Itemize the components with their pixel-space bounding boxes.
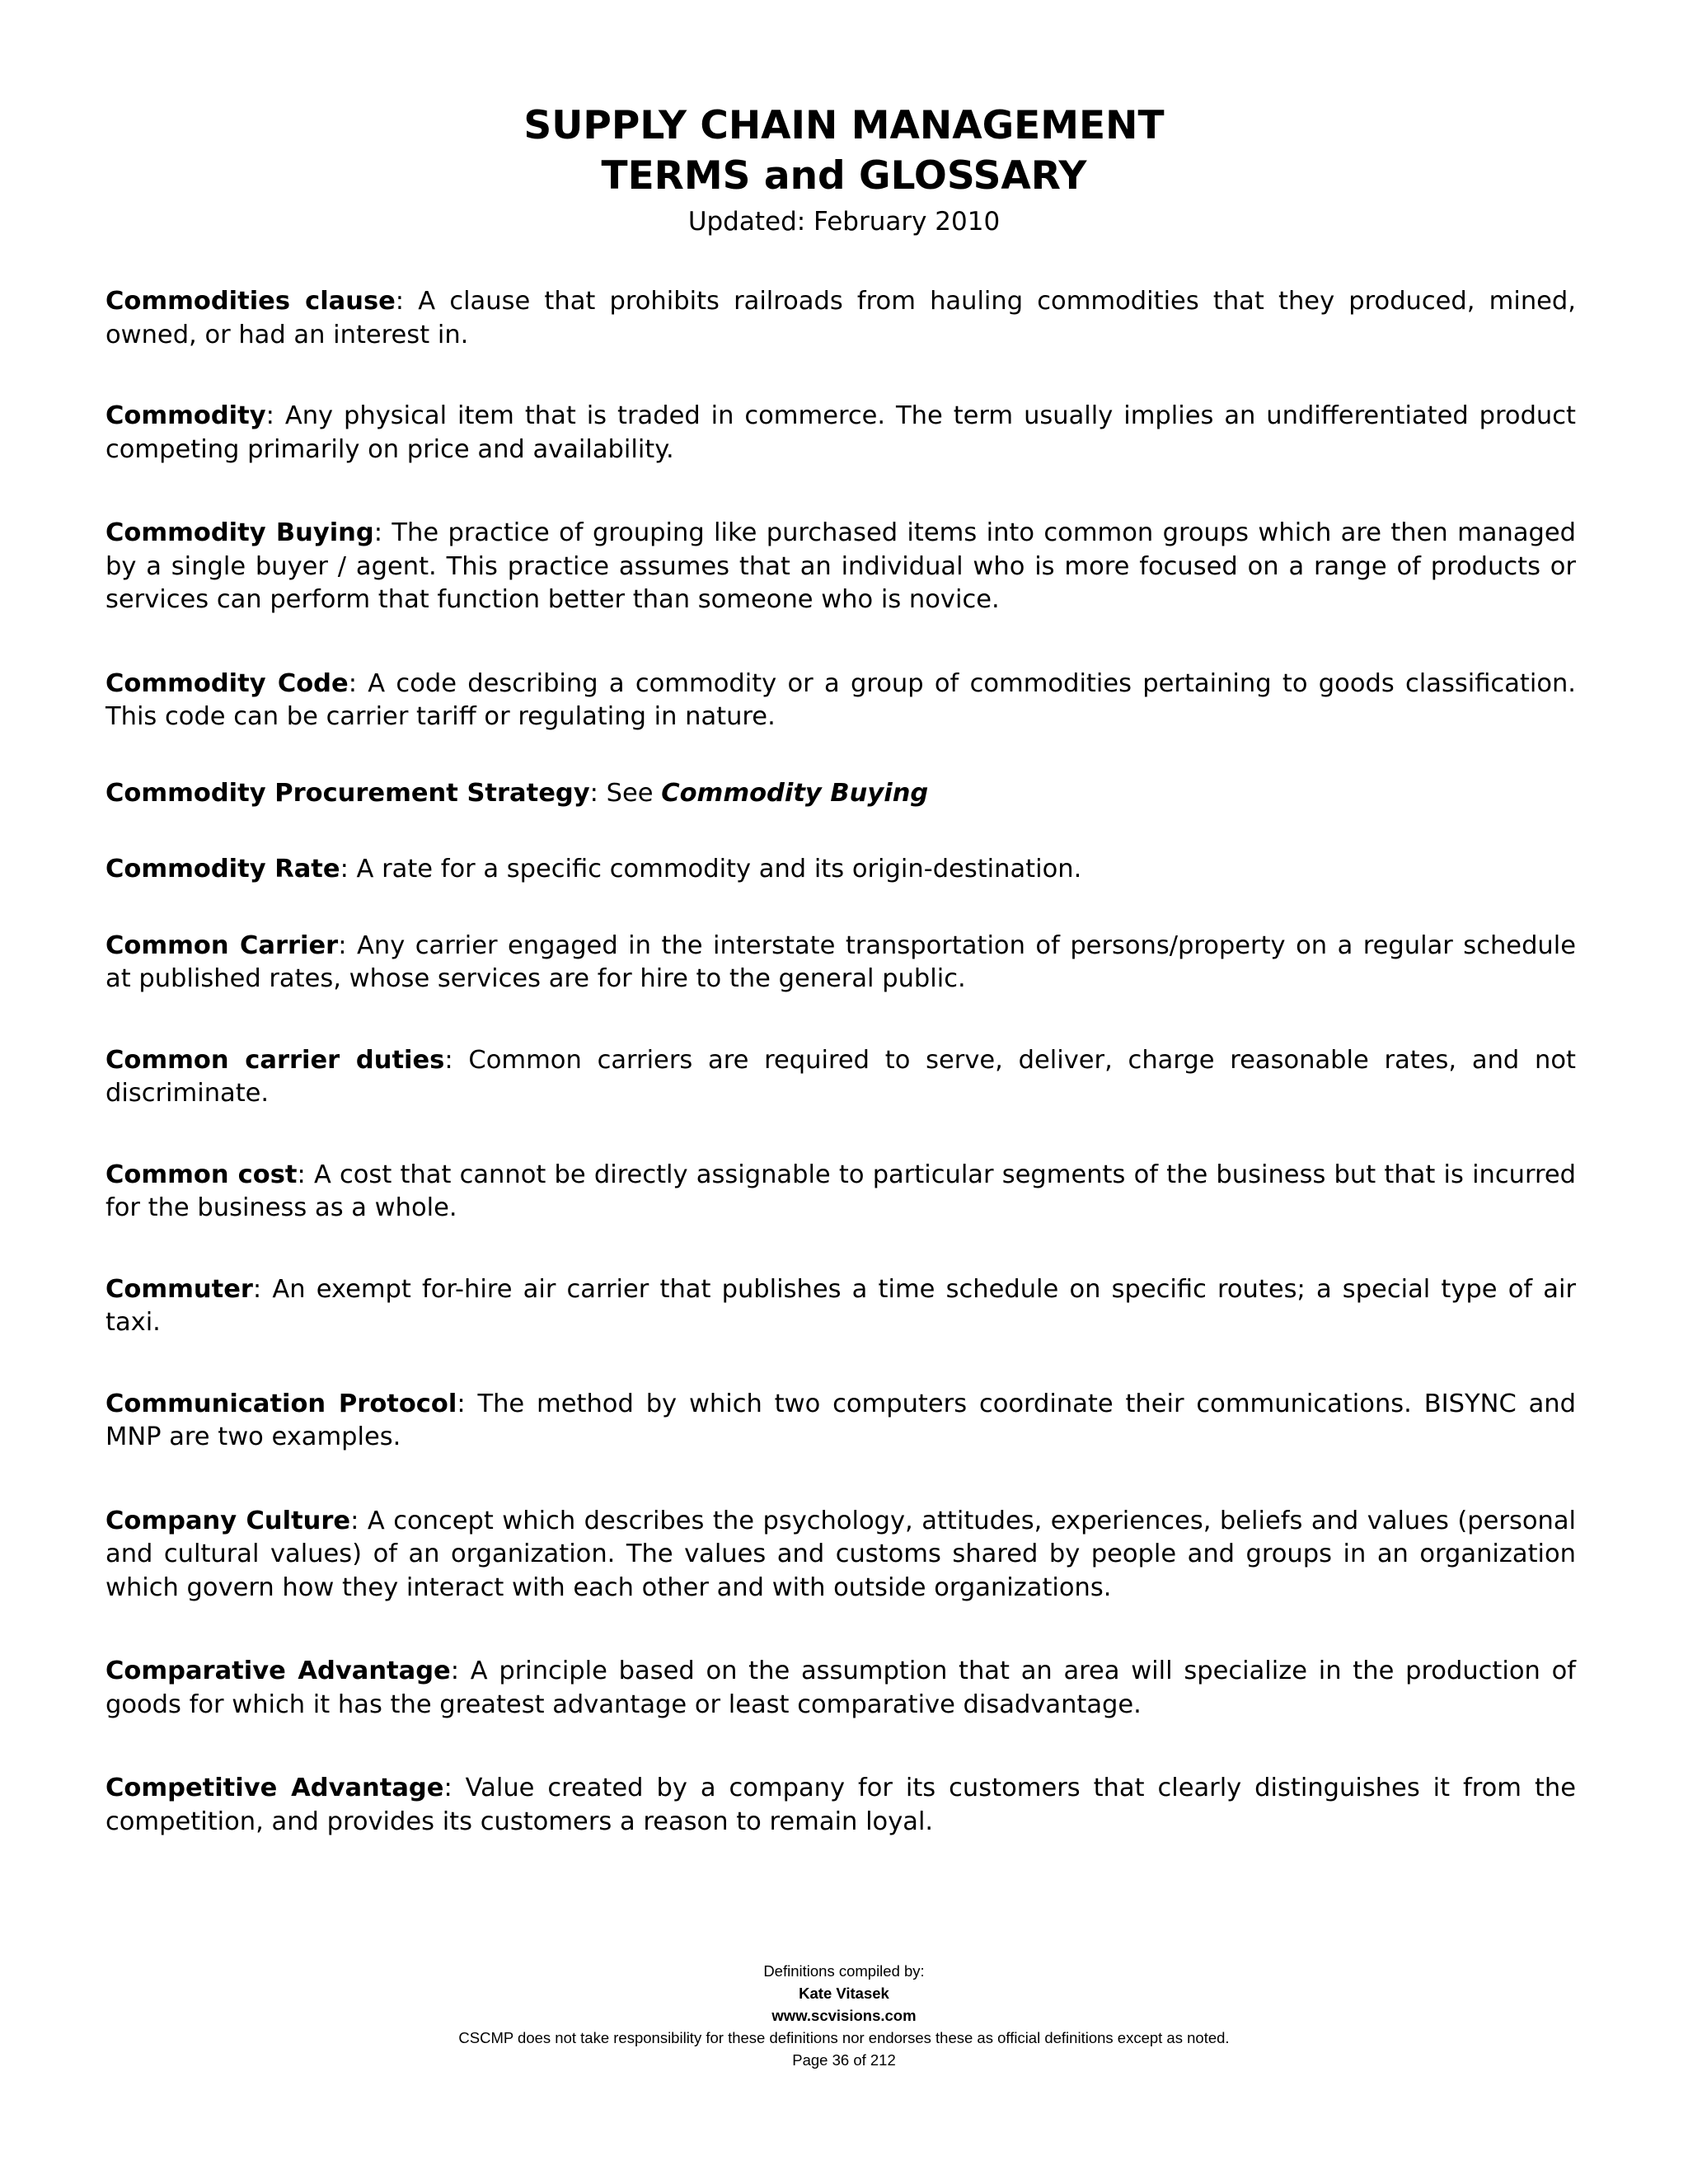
glossary-entry: Commodity Buying: The practice of grouping like purchased items into common groups which are then managed by a single buyer / agent. This practice assumes that an individual who is more focused on a range of products or services can perform that function better than someone who is novice. xyxy=(106,518,1576,614)
title-line-1: SUPPLY CHAIN MANAGEMENT xyxy=(523,103,1165,148)
title-line-2: TERMS and GLOSSARY xyxy=(601,153,1087,199)
glossary-term: Commuter xyxy=(106,1274,253,1304)
footer-compiled-by: Definitions compiled by: xyxy=(763,1962,925,1980)
glossary-entry: Commodity Code: A code describing a commodity or a group of commodities pertaining to goods classification. This code can be carrier tariff or regulating in nature. xyxy=(106,668,1577,731)
glossary-term: Company Culture xyxy=(106,1506,351,1535)
glossary-definition: A code describing a commodity or a group of commodities pertaining to goods classification. This code can be carrier tariff or regulating in nature. xyxy=(106,668,1577,731)
updated-date: Updated: February 2010 xyxy=(687,207,1001,237)
glossary-entry: Common cost: A cost that cannot be directly assignable to particular segments of the business but that is incurred for the business as a whole. xyxy=(106,1160,1576,1222)
glossary-definition: The practice of grouping like purchased items into common groups which are then managed by a single buyer / agent. This practice assumes that an individual who is more focused on a range of products or services can perform that function better than someone who is novice. xyxy=(106,518,1576,614)
glossary-term: Commodity xyxy=(106,401,266,430)
glossary-term: Commodity Buying xyxy=(106,518,374,547)
glossary-definition: Any physical item that is traded in commerce. The term usually implies an undifferentiated product competing primarily on price and availability. xyxy=(106,401,1576,464)
glossary-definition: A principle based on the assumption that an area will specialize in the production of goods for which it has the greatest advantage or least comparative disadvantage. xyxy=(106,1657,1576,1719)
glossary-entry: Commuter: An exempt for-hire air carrier that publishes a time schedule on specific routes; a special type of air taxi. xyxy=(106,1274,1576,1337)
glossary-term: Communication Protocol xyxy=(106,1389,457,1418)
glossary-definition: An exempt for-hire air carrier that publishes a time schedule on specific routes; a special type of air taxi. xyxy=(106,1274,1576,1337)
footer-disclaimer: CSCMP does not take responsibility for these definitions nor endorses these as official definitions except as noted. xyxy=(458,2029,1230,2046)
glossary-entry: Company Culture: A concept which describes the psychology, attitudes, experiences, beliefs and values (personal and cultural values) of an organization. The values and customs shared by people and groups in an organization which govern how they interact with each other and with outside organizations. xyxy=(106,1506,1576,1602)
glossary-entry: Common carrier duties: Common carriers are required to serve, deliver, charge reasonable rates, and not discriminate. xyxy=(106,1045,1576,1108)
glossary-term: Commodities clause xyxy=(106,287,396,316)
glossary-definition: A rate for a specific commodity and its origin-destination. xyxy=(356,855,1082,883)
glossary-definition: Any carrier engaged in the interstate transportation of persons/property on a regular schedule at published rates, whose services are for hire to the general public. xyxy=(106,930,1576,993)
glossary-entry: Commodities clause: A clause that prohibits railroads from hauling commodities that they produced, mined, owned, or had an interest in. xyxy=(106,287,1576,349)
glossary-term: Commodity Code xyxy=(106,668,349,698)
glossary-definition: A concept which describes the psychology, attitudes, experiences, beliefs and values (personal and cultural values) of an organization. The values and customs shared by people and groups in an organization which govern how they interact with each other and with outside organizations. xyxy=(106,1506,1576,1602)
page-header xyxy=(0,101,1688,239)
footer-website: www.scvisions.com xyxy=(771,2007,917,2024)
glossary-term: Competitive Advantage xyxy=(106,1774,444,1802)
glossary-term: Comparative Advantage xyxy=(106,1657,451,1685)
glossary-definition: Value created by a company for its customers that clearly distinguishes it from the competition, and provides its customers a reason to remain loyal. xyxy=(106,1774,1577,1836)
glossary-definition: See xyxy=(606,778,662,808)
glossary-entry: Comparative Advantage: A principle based on the assumption that an area will specialize in the production of goods for which it has the greatest advantage or least comparative disadvantage. xyxy=(106,1657,1576,1719)
glossary-definition: A cost that cannot be directly assignable to particular segments of the business but that is incurred for the business as a whole. xyxy=(106,1160,1576,1222)
glossary-definition: Common carriers are required to serve, deliver, charge reasonable rates, and not discriminate. xyxy=(106,1045,1576,1108)
glossary-term: Common carrier duties xyxy=(106,1045,445,1075)
glossary-entry: Common Carrier: Any carrier engaged in the interstate transportation of persons/property on a regular schedule at published rates, whose services are for hire to the general public. xyxy=(106,930,1576,993)
see-also-reference[interactable]: Commodity Buying xyxy=(661,778,929,808)
glossary-term: Common cost xyxy=(106,1160,298,1189)
glossary-term: Commodity Procurement Strategy xyxy=(106,778,590,808)
glossary-entry: Competitive Advantage: Value created by a company for its customers that clearly distinguishes it from the competition, and provides its customers a reason to remain loyal. xyxy=(106,1774,1577,1836)
glossary-entry: Commodity: Any physical item that is traded in commerce. The term usually implies an undifferentiated product competing primarily on price and availability. xyxy=(106,401,1576,464)
glossary-entry: Commodity Rate: A rate for a specific commodity and its origin-destination. xyxy=(106,855,1082,883)
glossary-term: Commodity Rate xyxy=(106,855,340,883)
footer-author: Kate Vitasek xyxy=(799,1985,889,2002)
footer-page-number: Page 36 of 212 xyxy=(792,2051,896,2069)
glossary-entries xyxy=(106,285,1576,1839)
glossary-definition: The method by which two computers coordinate their communications. BISYNC and MNP are two examples. xyxy=(106,1389,1576,1451)
glossary-entry: Communication Protocol: The method by which two computers coordinate their communications. BISYNC and MNP are two examples. xyxy=(106,1389,1576,1451)
glossary-term: Common Carrier xyxy=(106,930,339,960)
page-footer xyxy=(0,1960,1688,2071)
glossary-entry: Commodity Procurement Strategy: See Commodity Buying xyxy=(106,778,929,808)
glossary-definition: A clause that prohibits railroads from hauling commodities that they produced, mined, owned, or had an interest in. xyxy=(106,287,1576,349)
